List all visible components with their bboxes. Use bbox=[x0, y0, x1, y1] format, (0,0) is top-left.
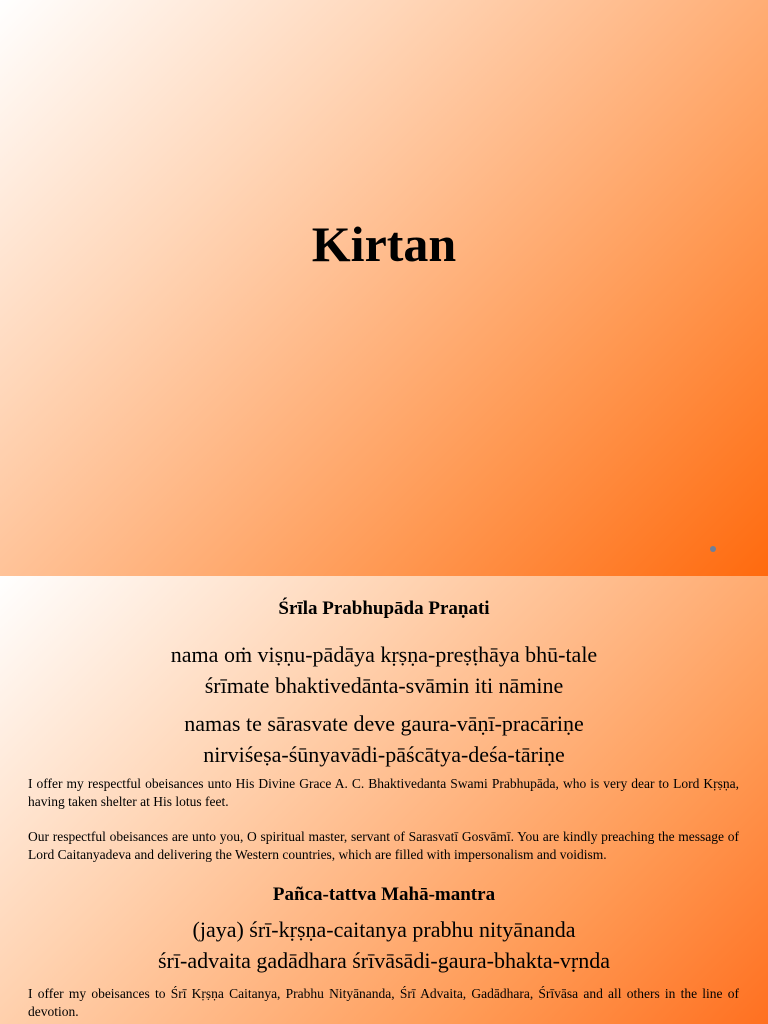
translation-2: Our respectful obeisances are unto you, O spiritual master, servant of Sarasvatī Gosvāmī. You are kindly preaching the message of Lord Caitanyadeva and delivering the Western countries, which are filled with impersonalism and voidism. bbox=[28, 829, 739, 862]
slide-title: Kirtan bbox=[311, 216, 457, 272]
verse3-line2: śrī-advaita gadādhara śrīvāsādi-gaura-bhakta-vṛnda bbox=[158, 948, 610, 973]
translation-3: I offer my obeisances to Śrī Kṛṣṇa Caitanya, Prabhu Nityānanda, Śrī Advaita, Gadādhara, Śrīvāsa and all others in the line of devotion. bbox=[28, 986, 739, 1019]
verse2-line1: namas te sārasvate deve gaura-vāṇī-pracāriṇe bbox=[184, 711, 584, 736]
bullet-dot bbox=[710, 546, 716, 552]
heading-mantra: Pañca-tattva Mahā-mantra bbox=[272, 884, 496, 905]
verse1-line1: nama oṁ viṣṇu-pādāya kṛṣṇa-preṣṭhāya bhū-tale bbox=[170, 642, 598, 667]
heading-pranati: Śrīla Prabhupāda Praṇati bbox=[278, 598, 490, 619]
verse2-line2: nirviśeṣa-śūnyavādi-pāścātya-deśa-tāriṇe bbox=[203, 742, 565, 767]
verse3-line1: (jaya) śrī-kṛṣṇa-caitanya prabhu nityānanda bbox=[192, 917, 576, 942]
translation-1: I offer my respectful obeisances unto His Divine Grace A. C. Bhaktivedanta Swami Prabhupāda, who is very dear to Lord Kṛṣṇa, having taken shelter at His lotus feet. bbox=[28, 776, 739, 809]
content-slide bbox=[0, 576, 768, 1024]
verse1-line2: śrīmate bhaktivedānta-svāmin iti nāmine bbox=[204, 673, 564, 698]
